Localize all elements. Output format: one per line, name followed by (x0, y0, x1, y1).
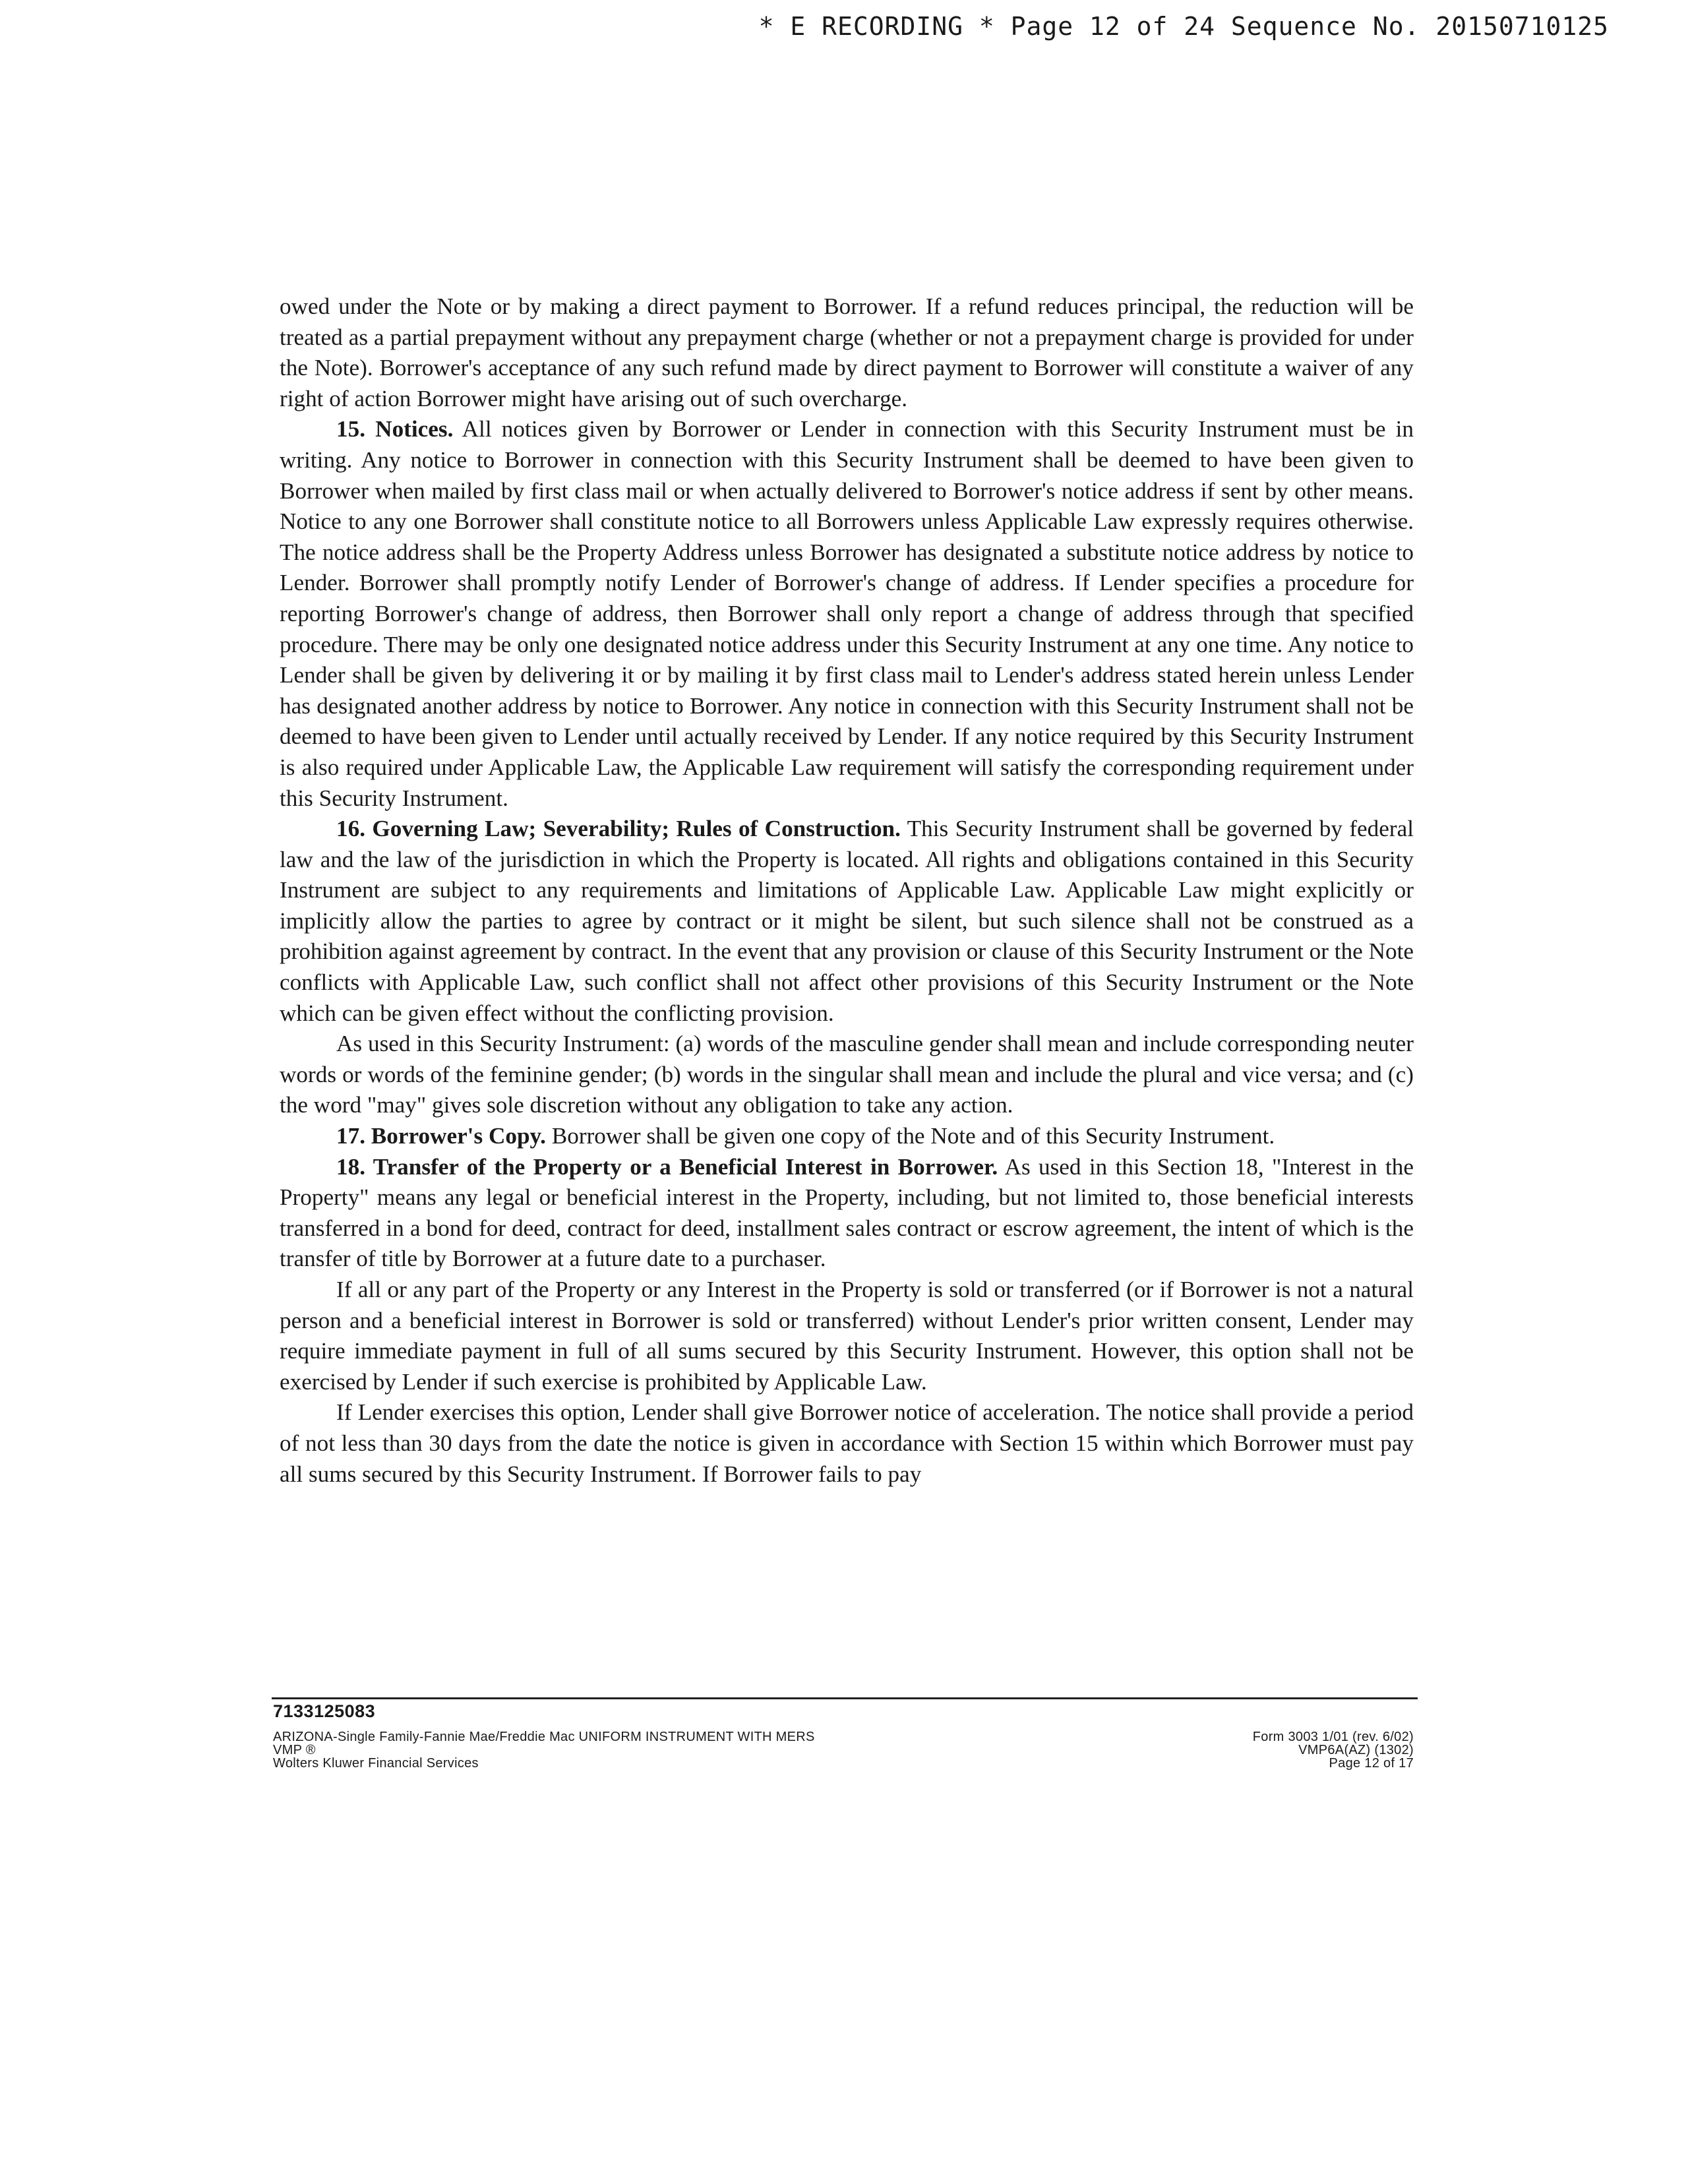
footer-right (1253, 1730, 1414, 1770)
section-17-heading: 17. Borrower's Copy. (336, 1123, 546, 1149)
section-15-heading: 15. Notices. (336, 416, 454, 442)
vmp-mark: VMP ® (273, 1743, 316, 1757)
section-18-transfer (280, 1152, 1414, 1275)
document-body (280, 291, 1414, 1490)
footer-divider (272, 1697, 1418, 1699)
recording-header: * E RECORDING * Page 12 of 24 Sequence No. 20150710125 (758, 12, 1609, 41)
loan-number: 7133125083 (273, 1701, 376, 1721)
section-15-text: All notices given by Borrower or Lender in connection with this Security Instrument must be in writing. Any notice to Borrower in connection with this Security Instrument shall be deemed to have been given to Borrower when mailed by first class mail or when actually delivered to Borrower's notice address if sent by other means. Notice to any one Borrower shall constitute notice to all Borrowers unless Applicable Law expressly requires otherwise. The notice address shall be the Property Address unless Borrower has designated a substitute notice address by notice to Lender. Borrower shall promptly notify Lender of Borrower's change of address. If Lender specifies a procedure for reporting Borrower's change of address, then Borrower shall only report a change of address through that specified procedure. There may be only one designated notice address under this Security Instrument at any one time. Any notice to Lender shall be given by delivering it or by mailing it by first class mail to Lender's address stated herein unless Lender has designated another address by notice to Borrower. Any notice in connection with this Security Instrument shall not be deemed to have been given to Lender until actually received by Lender. If any notice required by this Security Instrument is also required under Applicable Law, the Applicable Law requirement will satisfy the corresponding requirement under this Security Instrument. (280, 416, 1414, 811)
page-number: Page 12 of 17 (1329, 1756, 1414, 1771)
section-17-text: Borrower shall be given one copy of the Note and of this Security Instrument. (545, 1123, 1275, 1149)
publisher: Wolters Kluwer Financial Services (273, 1756, 479, 1771)
section-16-text: This Security Instrument shall be governed by federal law and the law of the jurisdiction in which the Property is located. All rights and obligations contained in this Security Instrument are subject to any requirements and limitations of Applicable Law. Applicable Law might explicitly or implicitly allow the parties to agree by contract or it might be silent, but such silence shall not be construed as a prohibition against agreement by contract. In the event that any provision or clause of this Security Instrument or the Note conflicts with Applicable Law, such conflict shall not affect other provisions of this Security Instrument or the Note which can be given effect without the conflicting provision. (280, 816, 1414, 1026)
section-16-governing-law (280, 814, 1414, 1029)
footer-left (273, 1730, 815, 1770)
section-16-paragraph-2: As used in this Security Instrument: (a) words of the masculine gender shall mean and include corresponding neuter words or words of the feminine gender; (b) words in the singular shall mean and include the plural and vice versa; and (c) the word "may" gives sole discretion without any obligation to take any action. (280, 1031, 1414, 1118)
form-code: VMP6A(AZ) (1302) (1298, 1743, 1414, 1757)
section-18-text: As used in this Section 18, "Interest in the Property" means any legal or beneficial interest in the Property, including, but not limited to, those beneficial interests transferred in a bond for deed, contract for deed, installment sales contract or escrow agreement, the intent of which is the transfer of title by Borrower at a future date to a purchaser. (280, 1153, 1414, 1272)
section-18-heading: 18. Transfer of the Property or a Beneficial Interest in Borrower. (336, 1153, 998, 1180)
form-number: Form 3003 1/01 (rev. 6/02) (1252, 1730, 1414, 1744)
paragraph-continuation: owed under the Note or by making a direct payment to Borrower. If a refund reduces principal, the reduction will be treated as a partial prepayment without any prepayment charge (whether or not a prepayment charge is provided for under the Note). Borrower's acceptance of any such refund made by direct payment to Borrower will constitute a waiver of any right of action Borrower might have arising out of such overcharge. (280, 293, 1414, 411)
form-title: ARIZONA-Single Family-Fannie Mae/Freddie Mac UNIFORM INSTRUMENT WITH MERS (273, 1730, 815, 1744)
section-16-heading: 16. Governing Law; Severability; Rules of Construction. (336, 816, 901, 842)
section-15-notices (280, 414, 1414, 814)
section-17-borrowers-copy (280, 1121, 1414, 1152)
section-18-paragraph-2: If all or any part of the Property or any Interest in the Property is sold or transferred (or if Borrower is not a natural person and a beneficial interest in Borrower is sold or transferred) without Lender's prior written consent, Lender may require immediate payment in full of all sums secured by this Security Instrument. However, this option shall not be exercised by Lender if such exercise is prohibited by Applicable Law. (280, 1277, 1414, 1395)
section-18-paragraph-3: If Lender exercises this option, Lender shall give Borrower notice of acceleration. The notice shall provide a period of not less than 30 days from the date the notice is given in accordance with Section 15 within which Borrower must pay all sums secured by this Security Instrument. If Borrower fails to pay (280, 1399, 1414, 1487)
